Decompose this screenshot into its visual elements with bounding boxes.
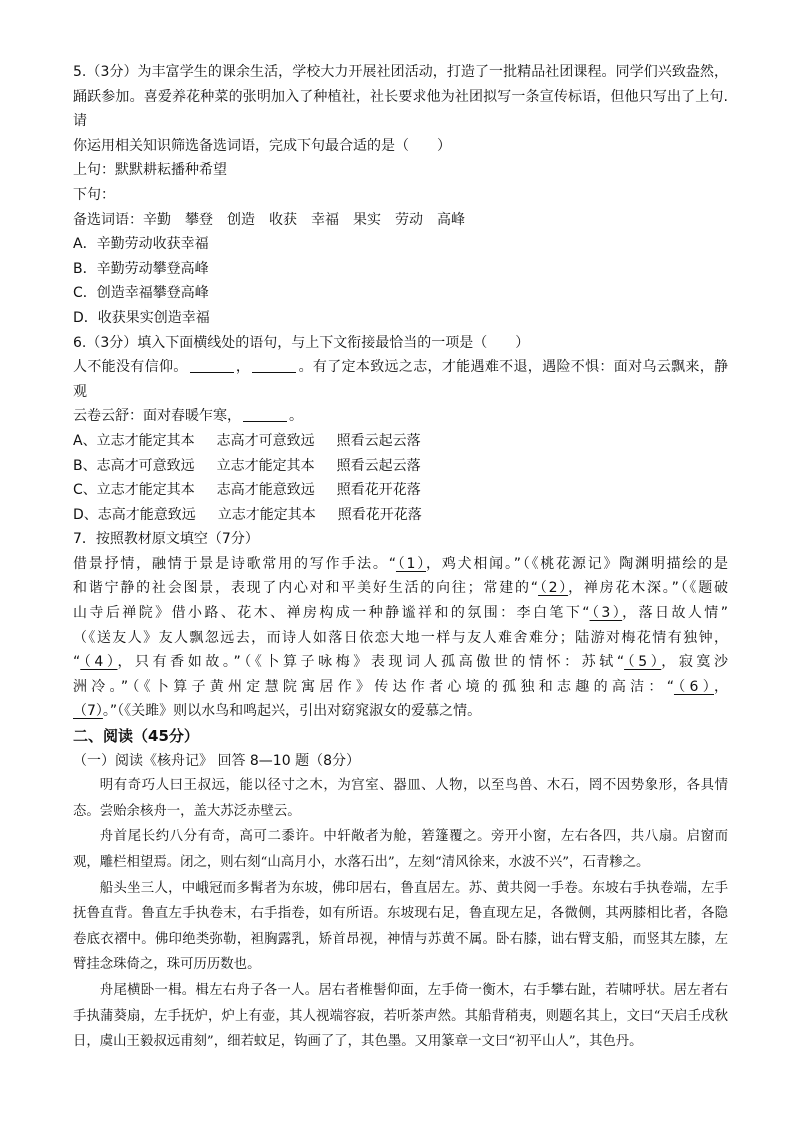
option-part: D、志高才能意致远: [73, 506, 196, 523]
exam-page: [73, 60, 728, 1055]
option-part: 志高才可意致远: [216, 432, 315, 449]
fill-blank-6[interactable]: （6）: [673, 678, 714, 695]
subsection-title: （一）阅读《核舟记》 回答 8—10 题（8分）: [73, 752, 360, 769]
option-part: 立志才能定其本: [217, 506, 316, 523]
q6-passage-text: 人不能没有信仰。: [73, 359, 188, 376]
q7-text: 山寺后禅院》借小路、花木、禅房构成一种静谧祥和的氛围：李白笔下“: [73, 605, 590, 622]
q5-option-c[interactable]: C．创造幸福攀登高峰: [73, 285, 209, 302]
q5-option-d[interactable]: D．收获果实创造幸福: [73, 309, 210, 326]
q6-passage-line-1: 人不能没有信仰。 ， 。有了定本致远之志，才能遇难不退，遇险不惧：面对乌云飘来，静观: [73, 359, 729, 400]
option-part: 志高才能意致远: [216, 482, 315, 499]
q6-passage-text: 。有了定本致远之志，才能遇难不退，遇险不惧：面对乌云飘来，静观: [73, 359, 729, 400]
q5-option-a[interactable]: A．辛勤劳动收获幸福: [73, 236, 209, 253]
question-7: [73, 527, 728, 724]
q6-passage-line-2: [73, 404, 728, 429]
q7-text: 借景抒情，融情于景是诗歌常用的写作手法。“: [73, 555, 396, 572]
q5-stem-line-3: 你运用相关知识筛选备选词语，完成下句最合适的是（ ）: [73, 137, 451, 154]
fill-blank-4[interactable]: （4）: [80, 654, 118, 671]
q5-candidate-words: 备选词语：辛勤 攀登 创造 收获 幸福 果实 劳动 高峰: [73, 211, 465, 228]
q7-text: “: [73, 654, 81, 671]
q5-lower-sentence: 下句：: [73, 186, 115, 203]
q7-text: ，只有香如故。”（《卜算子咏梅》表现词人孤高傲世的情怀：苏轼“: [117, 654, 625, 671]
section-title: 二、阅读（45分）: [73, 727, 199, 746]
question-5: [73, 60, 728, 331]
fill-blank-1[interactable]: （1）: [395, 555, 427, 572]
q7-line-3: [73, 601, 728, 626]
q7-text: 和谐宁静的社会图景，表现了内心对和平美好生活的向往；常建的“: [73, 580, 539, 597]
passage-paragraph-1: 明有奇巧人曰王叔远，能以径寸之木，为宫室、器皿、人物，以至鸟兽、木石，罔不因势象形，各具情态。尝贻余核舟一，盖大苏泛赤壁云。: [73, 778, 728, 819]
passage-paragraph-4: 舟尾横卧一楫。楫左右舟子各一人。居右者椎髻仰面，左手倚一衡木，右手攀右趾，若啸呼状。居左者右手执蒲葵扇，左手抚炉，炉上有壶，其人视端容寂，若听茶声然。其船背稍夷，则题名其上，文曰“天启壬戌秋日，虞山王毅叔远甫刻”，细若蚊足，钩画了了，其色墨。又用篆章一文曰“初平山人”，其色丹。: [73, 982, 728, 1050]
q6-option-c[interactable]: [73, 478, 728, 503]
fill-blank-7[interactable]: （7）: [73, 703, 103, 720]
option-part: 照看花开花落: [337, 506, 422, 523]
option-part: A、立志才能定其本: [73, 432, 195, 449]
option-part: 照看花开花落: [336, 482, 421, 499]
q5-upper-sentence: 上句：默默耕耘播种希望: [73, 162, 227, 179]
q7-text: ，落日故人情”: [622, 605, 728, 622]
q7-text: 洲冷。”（《卜算子黄州定慧院寓居作》传达作者心境的孤独和志趣的高洁：“: [73, 678, 674, 695]
q5-stem-line-1: 5.（3分）为丰富学生的课余生活，学校大力开展社团活动，打造了一批精品社团课程。同学们兴致盎然，: [73, 64, 728, 80]
q7-text: ，寂寞沙: [661, 654, 728, 671]
answer-blank[interactable]: [190, 358, 234, 373]
q6-option-b[interactable]: [73, 454, 728, 479]
fill-blank-5[interactable]: （5）: [624, 654, 662, 671]
q6-option-a[interactable]: [73, 429, 728, 454]
passage-paragraph-3: 船头坐三人，中峨冠而多髯者为东坡，佛印居右，鲁直居左。苏、黄共阅一手卷。东坡右手执卷端，左手抚鲁直背。鲁直左手执卷末，右手指卷，如有所语。东坡现右足，鲁直现左足，各微侧，其两膝相比者，各隐卷底衣褶中。佛印绝类弥勒，袒胸露乳，矫首昂视，神情与苏黄不属。卧右膝，诎右臂支船，而竖其左膝，左臂挂念珠倚之，珠可历历数也。: [73, 880, 728, 973]
q7-text: （《送友人》友人飘忽远去，而诗人如落日依恋大地一样与友人难舍难分；陆游对梅花情有独钟，: [73, 629, 728, 646]
q7-text: 。”（《关雎》则以水鸟和鸣起兴，引出对窈窕淑女的爱慕之情。: [102, 703, 482, 720]
classical-passage: [73, 773, 728, 1055]
fill-blank-2[interactable]: （2）: [538, 580, 569, 597]
q7-text: ，禅房花木深。”（《题破: [568, 580, 728, 597]
q7-line-5: [73, 650, 728, 675]
q6-passage-text: 云卷云舒：面对春暖乍寒，: [73, 408, 241, 425]
q6-option-d[interactable]: [73, 503, 728, 528]
option-part: 照看云起云落: [336, 457, 421, 474]
q6-stem: 6.（3分）填入下面横线处的语句，与上下文衔接最恰当的一项是（ ）: [73, 334, 530, 351]
q7-line-6: [73, 675, 728, 700]
option-part: B、志高才可意致远: [73, 457, 195, 474]
q7-line-2: [73, 576, 728, 601]
q6-passage-text: 。: [289, 408, 303, 425]
q7-text: ，: [714, 678, 728, 695]
answer-blank[interactable]: [252, 358, 296, 373]
section-reading: [73, 724, 728, 1055]
q7-line-7: [73, 699, 728, 724]
passage-paragraph-2: 舟首尾长约八分有奇，高可二黍许。中轩敞者为舱，箬篷覆之。旁开小窗，左右各四，共八扇。启窗而观，雕栏相望焉。闭之，则右刻“山高月小，水落石出”，左刻“清风徐来，水波不兴”，石青糁之。: [73, 829, 728, 870]
answer-blank[interactable]: [243, 407, 287, 422]
option-part: C、立志才能定其本: [73, 482, 195, 499]
q5-stem-line-2: 踊跃参加。喜爱养花种菜的张明加入了种植社，社长要求他为社团拟写一条宣传标语，但他只写出了上句.请: [73, 88, 728, 130]
q7-text: ，鸡犬相闻。”（《桃花源记》陶渊明描绘的是: [426, 555, 728, 572]
question-6: [73, 331, 728, 528]
q5-option-b[interactable]: B．辛勤劳动攀登高峰: [73, 260, 209, 277]
q7-stem: 7．按照教材原文填空（7分）: [73, 531, 259, 548]
option-part: 立志才能定其本: [216, 457, 315, 474]
q7-line-1: [73, 552, 728, 577]
option-part: 照看云起云落: [336, 432, 421, 449]
fill-blank-3[interactable]: （3）: [589, 605, 623, 622]
q7-line-4: [73, 626, 728, 651]
